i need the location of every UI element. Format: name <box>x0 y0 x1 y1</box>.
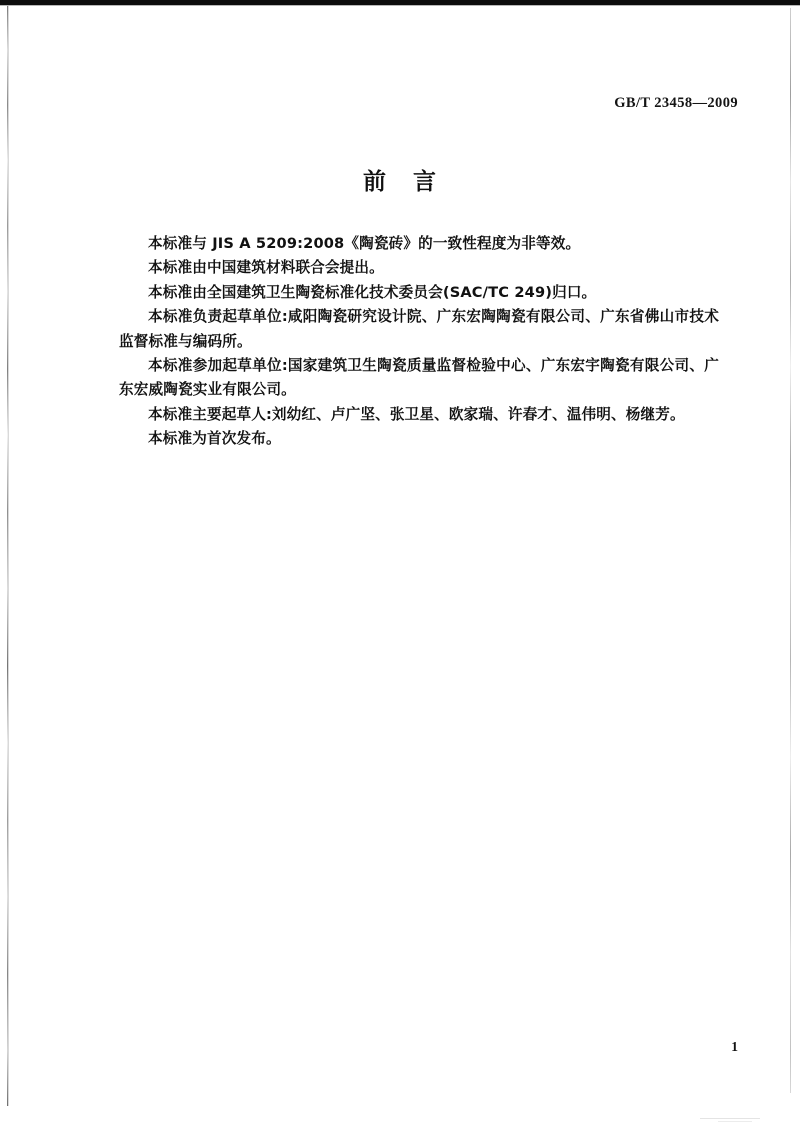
foreword-paragraph: 本标准与 JIS A 5209:2008《陶瓷砖》的一致性程度为非等效。 <box>148 235 581 252</box>
foreword-paragraph: 本标准负责起草单位:咸阳陶瓷研究设计院、广东宏陶陶瓷有限公司、广东省佛山市技术监督标准与编码所。 <box>119 308 719 350</box>
foreword-paragraph: 本标准参加起草单位:国家建筑卫生陶瓷质量监督检验中心、广东宏宇陶瓷有限公司、广东宏威陶瓷实业有限公司。 <box>119 357 719 399</box>
foreword-body <box>119 232 719 452</box>
page-number: 1 <box>731 1039 738 1054</box>
foreword-paragraph: 本标准为首次发布。 <box>148 430 281 448</box>
page-title-char-2: 言 <box>413 169 437 195</box>
foreword-paragraph: 本标准主要起草人:刘幼红、卢广坚、张卫星、欧家瑞、许春才、温伟明、杨继芳。 <box>148 405 685 423</box>
foreword-paragraph: 本标准由全国建筑卫生陶瓷标准化技术委员会(SAC/TC 249)归口。 <box>148 283 597 301</box>
page-title <box>0 163 800 196</box>
standard-number-header: GB/T 23458—2009 <box>614 95 738 111</box>
scan-top-edge-artifact <box>0 0 800 5</box>
scan-speck-artifact <box>700 1118 760 1119</box>
page-title-char-1: 前 <box>363 169 387 195</box>
scan-speck-artifact <box>718 1121 752 1122</box>
foreword-paragraph: 本标准由中国建筑材料联合会提出。 <box>148 259 384 277</box>
